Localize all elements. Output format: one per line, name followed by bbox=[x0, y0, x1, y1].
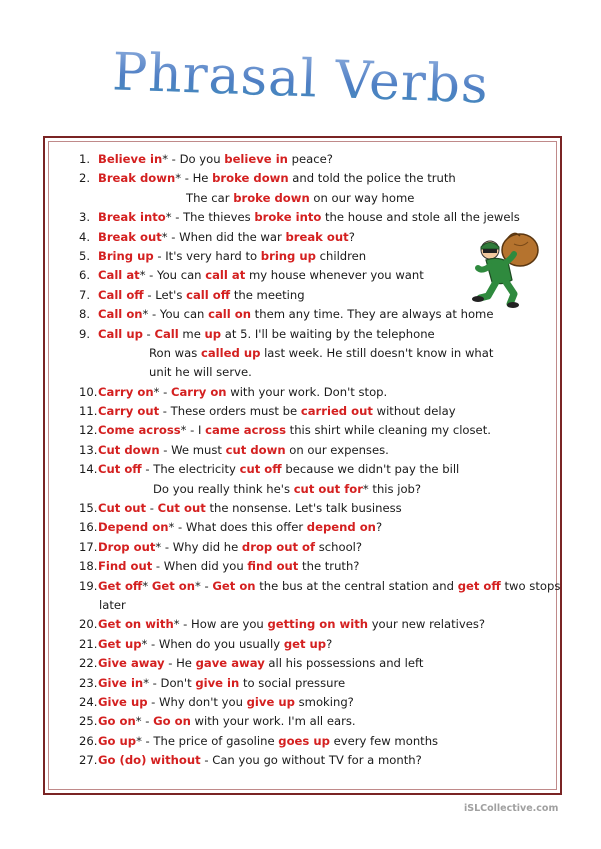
phrasal-verb-keyword: Carry on bbox=[98, 384, 154, 399]
example-text: - We must bbox=[159, 442, 226, 457]
phrasal-verb-keyword: Get on bbox=[212, 578, 256, 593]
page-title: Phrasal Verbs bbox=[0, 34, 601, 125]
phrasal-verb-keyword: Go on bbox=[153, 714, 191, 729]
phrasal-verb-keyword: Call on bbox=[98, 307, 143, 322]
phrasal-verb-keyword: getting on with bbox=[267, 617, 369, 632]
example-text: - Can you go without TV for a month? bbox=[200, 753, 422, 768]
phrasal-verb-keyword: Cut out bbox=[98, 501, 147, 516]
example-text: The car bbox=[186, 190, 234, 205]
footer-watermark: iSLCollective.com bbox=[464, 803, 559, 814]
list-item bbox=[79, 732, 559, 751]
list-item bbox=[79, 421, 559, 440]
example-text: my house whenever you want bbox=[245, 268, 424, 283]
phrasal-verb-keyword: broke down bbox=[212, 171, 289, 186]
list-item-continuation bbox=[79, 596, 559, 615]
phrasal-verb-keyword: give up bbox=[246, 694, 295, 709]
phrasal-verb-keyword: came across bbox=[205, 423, 286, 438]
item-number: 27. bbox=[79, 753, 98, 768]
phrasal-verb-keyword: Get off bbox=[98, 578, 143, 593]
phrasal-verb-keyword: Come across bbox=[98, 423, 181, 438]
list-item bbox=[79, 654, 559, 673]
example-text: every few months bbox=[329, 733, 439, 748]
list-item bbox=[79, 325, 559, 344]
example-text: the house and stole all the jewels bbox=[321, 210, 520, 225]
example-text: the bus at the central station and bbox=[255, 578, 458, 593]
example-text: * - Don't bbox=[143, 675, 196, 690]
list-item bbox=[79, 402, 559, 421]
phrasal-verb-keyword: carried out bbox=[300, 404, 373, 419]
item-number: 11. bbox=[79, 404, 98, 419]
example-text: * - bbox=[195, 578, 213, 593]
phrasal-verb-keyword: Give away bbox=[98, 656, 165, 671]
phrasal-verb-keyword: cut off bbox=[239, 462, 282, 477]
example-text: * - He bbox=[175, 171, 213, 186]
phrasal-verb-keyword: Go up bbox=[98, 733, 137, 748]
thief-illustration-icon bbox=[468, 228, 544, 308]
list-item bbox=[79, 538, 559, 557]
item-number: 7. bbox=[79, 287, 91, 302]
example-text: all his possessions and left bbox=[264, 656, 424, 671]
example-text: - Let's bbox=[143, 287, 187, 302]
phrasal-verb-keyword: get up bbox=[283, 636, 327, 651]
phrasal-verb-keyword: broke down bbox=[233, 190, 310, 205]
example-text: * - How are you bbox=[173, 617, 268, 632]
phrasal-verb-keyword: bring up bbox=[260, 248, 316, 263]
phrasal-verb-keyword: call on bbox=[208, 307, 251, 322]
phrasal-verb-keyword: Call bbox=[154, 326, 179, 341]
item-number: 8. bbox=[79, 307, 91, 322]
list-item bbox=[79, 150, 559, 169]
phrasal-verb-keyword: gave away bbox=[195, 656, 265, 671]
phrasal-verb-keyword: called up bbox=[200, 345, 261, 360]
example-text: Do you really think he's bbox=[153, 481, 294, 496]
example-text: - bbox=[142, 326, 155, 341]
phrasal-verb-keyword: get off bbox=[457, 578, 501, 593]
item-number: 20. bbox=[79, 617, 98, 632]
list-item-continuation bbox=[79, 480, 559, 499]
example-text: * - When do you usually bbox=[141, 636, 284, 651]
example-text: the nonsense. Let's talk business bbox=[205, 501, 402, 516]
example-text: - These orders must be bbox=[159, 404, 301, 419]
item-number: 18. bbox=[79, 559, 98, 574]
item-number: 15. bbox=[79, 501, 98, 516]
list-item bbox=[79, 635, 559, 654]
example-text: Do you bbox=[179, 152, 225, 166]
list-item bbox=[79, 693, 559, 712]
example-text: * - When did the war bbox=[161, 229, 286, 244]
phrasal-verb-keyword: Bring up bbox=[98, 248, 154, 263]
phrasal-verb-keyword: Break into bbox=[98, 210, 166, 225]
phrasal-verb-keyword: Call off bbox=[98, 287, 144, 302]
item-number: 12. bbox=[79, 423, 98, 438]
phrasal-verb-keyword: call off bbox=[186, 287, 231, 302]
list-item bbox=[79, 615, 559, 634]
phrasal-verb-keyword: cut out for bbox=[293, 481, 363, 496]
item-number: 14. bbox=[79, 462, 98, 477]
list-item bbox=[79, 751, 559, 770]
item-number: 22. bbox=[79, 656, 98, 671]
phrasal-verb-keyword: Get on bbox=[151, 578, 195, 593]
item-number: 26. bbox=[79, 733, 98, 748]
example-text: * - What does this offer bbox=[168, 520, 307, 535]
example-text: * - bbox=[162, 152, 180, 166]
phrasal-verb-keyword: Drop out bbox=[98, 539, 156, 554]
example-text: * - The thieves bbox=[165, 210, 255, 225]
example-text: * - You can bbox=[139, 268, 206, 283]
phrasal-verb-keyword: call at bbox=[205, 268, 246, 283]
list-item bbox=[79, 460, 559, 479]
list-item bbox=[79, 441, 559, 460]
example-text: the meeting bbox=[230, 287, 305, 302]
item-number: 5. bbox=[79, 248, 91, 263]
phrasal-verb-keyword: Call up bbox=[98, 326, 143, 341]
list-item bbox=[79, 305, 559, 324]
phrasal-verb-keyword: find out bbox=[247, 559, 299, 574]
example-text: - bbox=[146, 501, 158, 516]
example-text: * this job? bbox=[362, 481, 422, 496]
example-text: this shirt while cleaning my closet. bbox=[285, 423, 491, 438]
phrasal-verb-keyword: Depend on bbox=[98, 520, 169, 535]
list-item bbox=[79, 712, 559, 731]
phrasal-verb-keyword: drop out of bbox=[241, 539, 316, 554]
list-item bbox=[79, 577, 559, 596]
example-text: smoking? bbox=[294, 694, 354, 709]
example-text: and told the police the truth bbox=[288, 171, 456, 186]
item-number: 19. bbox=[79, 578, 98, 593]
phrasal-verb-keyword: Cut down bbox=[98, 442, 160, 457]
phrasal-verb-keyword: Give up bbox=[98, 694, 148, 709]
example-text: with your work. I'm all ears. bbox=[190, 714, 356, 729]
item-number: 16. bbox=[79, 520, 98, 535]
item-number: 17. bbox=[79, 539, 98, 554]
example-text: - When did you bbox=[152, 559, 248, 574]
item-number: 9. bbox=[79, 326, 91, 341]
phrasal-verb-keyword: cut down bbox=[225, 442, 286, 457]
example-text: me bbox=[178, 326, 205, 341]
list-item-continuation bbox=[79, 344, 559, 363]
example-text: last week. He still doesn't know in what bbox=[260, 345, 494, 360]
example-text: to social pressure bbox=[239, 675, 346, 690]
item-number: 10. bbox=[79, 384, 98, 399]
phrasal-verb-keyword: Get on with bbox=[98, 617, 174, 632]
example-text: * bbox=[142, 578, 152, 593]
phrasal-verb-keyword: Cut out bbox=[157, 501, 206, 516]
example-text: peace? bbox=[287, 152, 333, 166]
item-number: 3. bbox=[79, 210, 91, 225]
example-text: children bbox=[315, 248, 367, 263]
phrasal-verb-keyword: Go (do) without bbox=[98, 753, 201, 768]
list-item bbox=[79, 499, 559, 518]
example-text: ? bbox=[326, 636, 333, 651]
example-text: * - The price of gasoline bbox=[136, 733, 279, 748]
example-text: ? bbox=[375, 520, 383, 535]
item-number: 2. bbox=[79, 171, 91, 186]
example-text: school? bbox=[315, 539, 363, 554]
phrasal-verb-keyword: Cut off bbox=[98, 462, 142, 477]
item-number: 23. bbox=[79, 675, 98, 690]
example-text: two stops bbox=[500, 578, 561, 593]
example-text: - He bbox=[164, 656, 196, 671]
example-text: them any time. They are always at home bbox=[250, 307, 494, 322]
example-text: the truth? bbox=[298, 559, 360, 574]
example-text: with your work. Don't stop. bbox=[226, 384, 388, 399]
example-text: on our expenses. bbox=[285, 442, 389, 457]
phrasal-verb-keyword: Break down bbox=[98, 171, 176, 186]
example-text: - The electricity bbox=[141, 462, 240, 477]
list-item bbox=[79, 383, 559, 402]
item-number: 6. bbox=[79, 268, 91, 283]
phrasal-verb-keyword: up bbox=[204, 326, 222, 341]
item-number: 1. bbox=[79, 152, 91, 166]
phrasal-verb-keyword: Give in bbox=[98, 675, 144, 690]
phrasal-verb-keyword: goes up bbox=[278, 733, 330, 748]
example-text: on our way home bbox=[309, 190, 415, 205]
phrasal-verb-keyword: Get up bbox=[98, 636, 142, 651]
phrasal-verb-keyword: believe in bbox=[224, 152, 288, 166]
example-text: at 5. I'll be waiting by the telephone bbox=[221, 326, 435, 341]
item-number: 4. bbox=[79, 229, 91, 244]
example-text: later bbox=[99, 597, 126, 612]
phrasal-verb-keyword: broke into bbox=[254, 210, 322, 225]
example-text: * - Why did he bbox=[155, 539, 242, 554]
example-text: * - bbox=[135, 714, 154, 729]
example-text: * - I bbox=[180, 423, 206, 438]
phrasal-verb-keyword: depend on bbox=[306, 520, 376, 535]
example-text: - It's very hard to bbox=[153, 248, 261, 263]
example-text: without delay bbox=[372, 404, 456, 419]
phrasal-verb-keyword: Believe in bbox=[98, 152, 163, 166]
example-text: your new relatives? bbox=[368, 617, 486, 632]
list-item bbox=[79, 674, 559, 693]
phrasal-verb-keyword: Carry on bbox=[170, 384, 227, 399]
list-item bbox=[79, 557, 559, 576]
phrasal-verb-keyword: Find out bbox=[98, 559, 153, 574]
item-number: 13. bbox=[79, 442, 98, 457]
example-text: * - bbox=[153, 384, 171, 399]
list-item-continuation bbox=[79, 363, 559, 382]
phrasal-verb-keyword: Call at bbox=[98, 268, 140, 283]
phrasal-verb-keyword: Break out bbox=[98, 229, 162, 244]
example-text: unit he will serve. bbox=[149, 365, 252, 380]
list-item bbox=[79, 518, 559, 537]
phrasal-verb-keyword: Carry out bbox=[98, 404, 160, 419]
example-text: - Why don't you bbox=[147, 694, 247, 709]
item-number: 24. bbox=[79, 694, 98, 709]
item-number: 25. bbox=[79, 714, 98, 729]
phrasal-verb-keyword: give in bbox=[195, 675, 240, 690]
list-item bbox=[79, 169, 559, 188]
example-text: * - You can bbox=[142, 307, 209, 322]
example-text: Ron was bbox=[149, 345, 201, 360]
example-text: because we didn't pay the bill bbox=[281, 462, 460, 477]
list-item bbox=[79, 208, 559, 227]
list-item-continuation bbox=[79, 189, 559, 208]
item-number: 21. bbox=[79, 636, 98, 651]
phrasal-verb-keyword: Go on bbox=[98, 714, 136, 729]
phrasal-verb-keyword: break out bbox=[285, 229, 349, 244]
example-text: ? bbox=[348, 229, 355, 244]
